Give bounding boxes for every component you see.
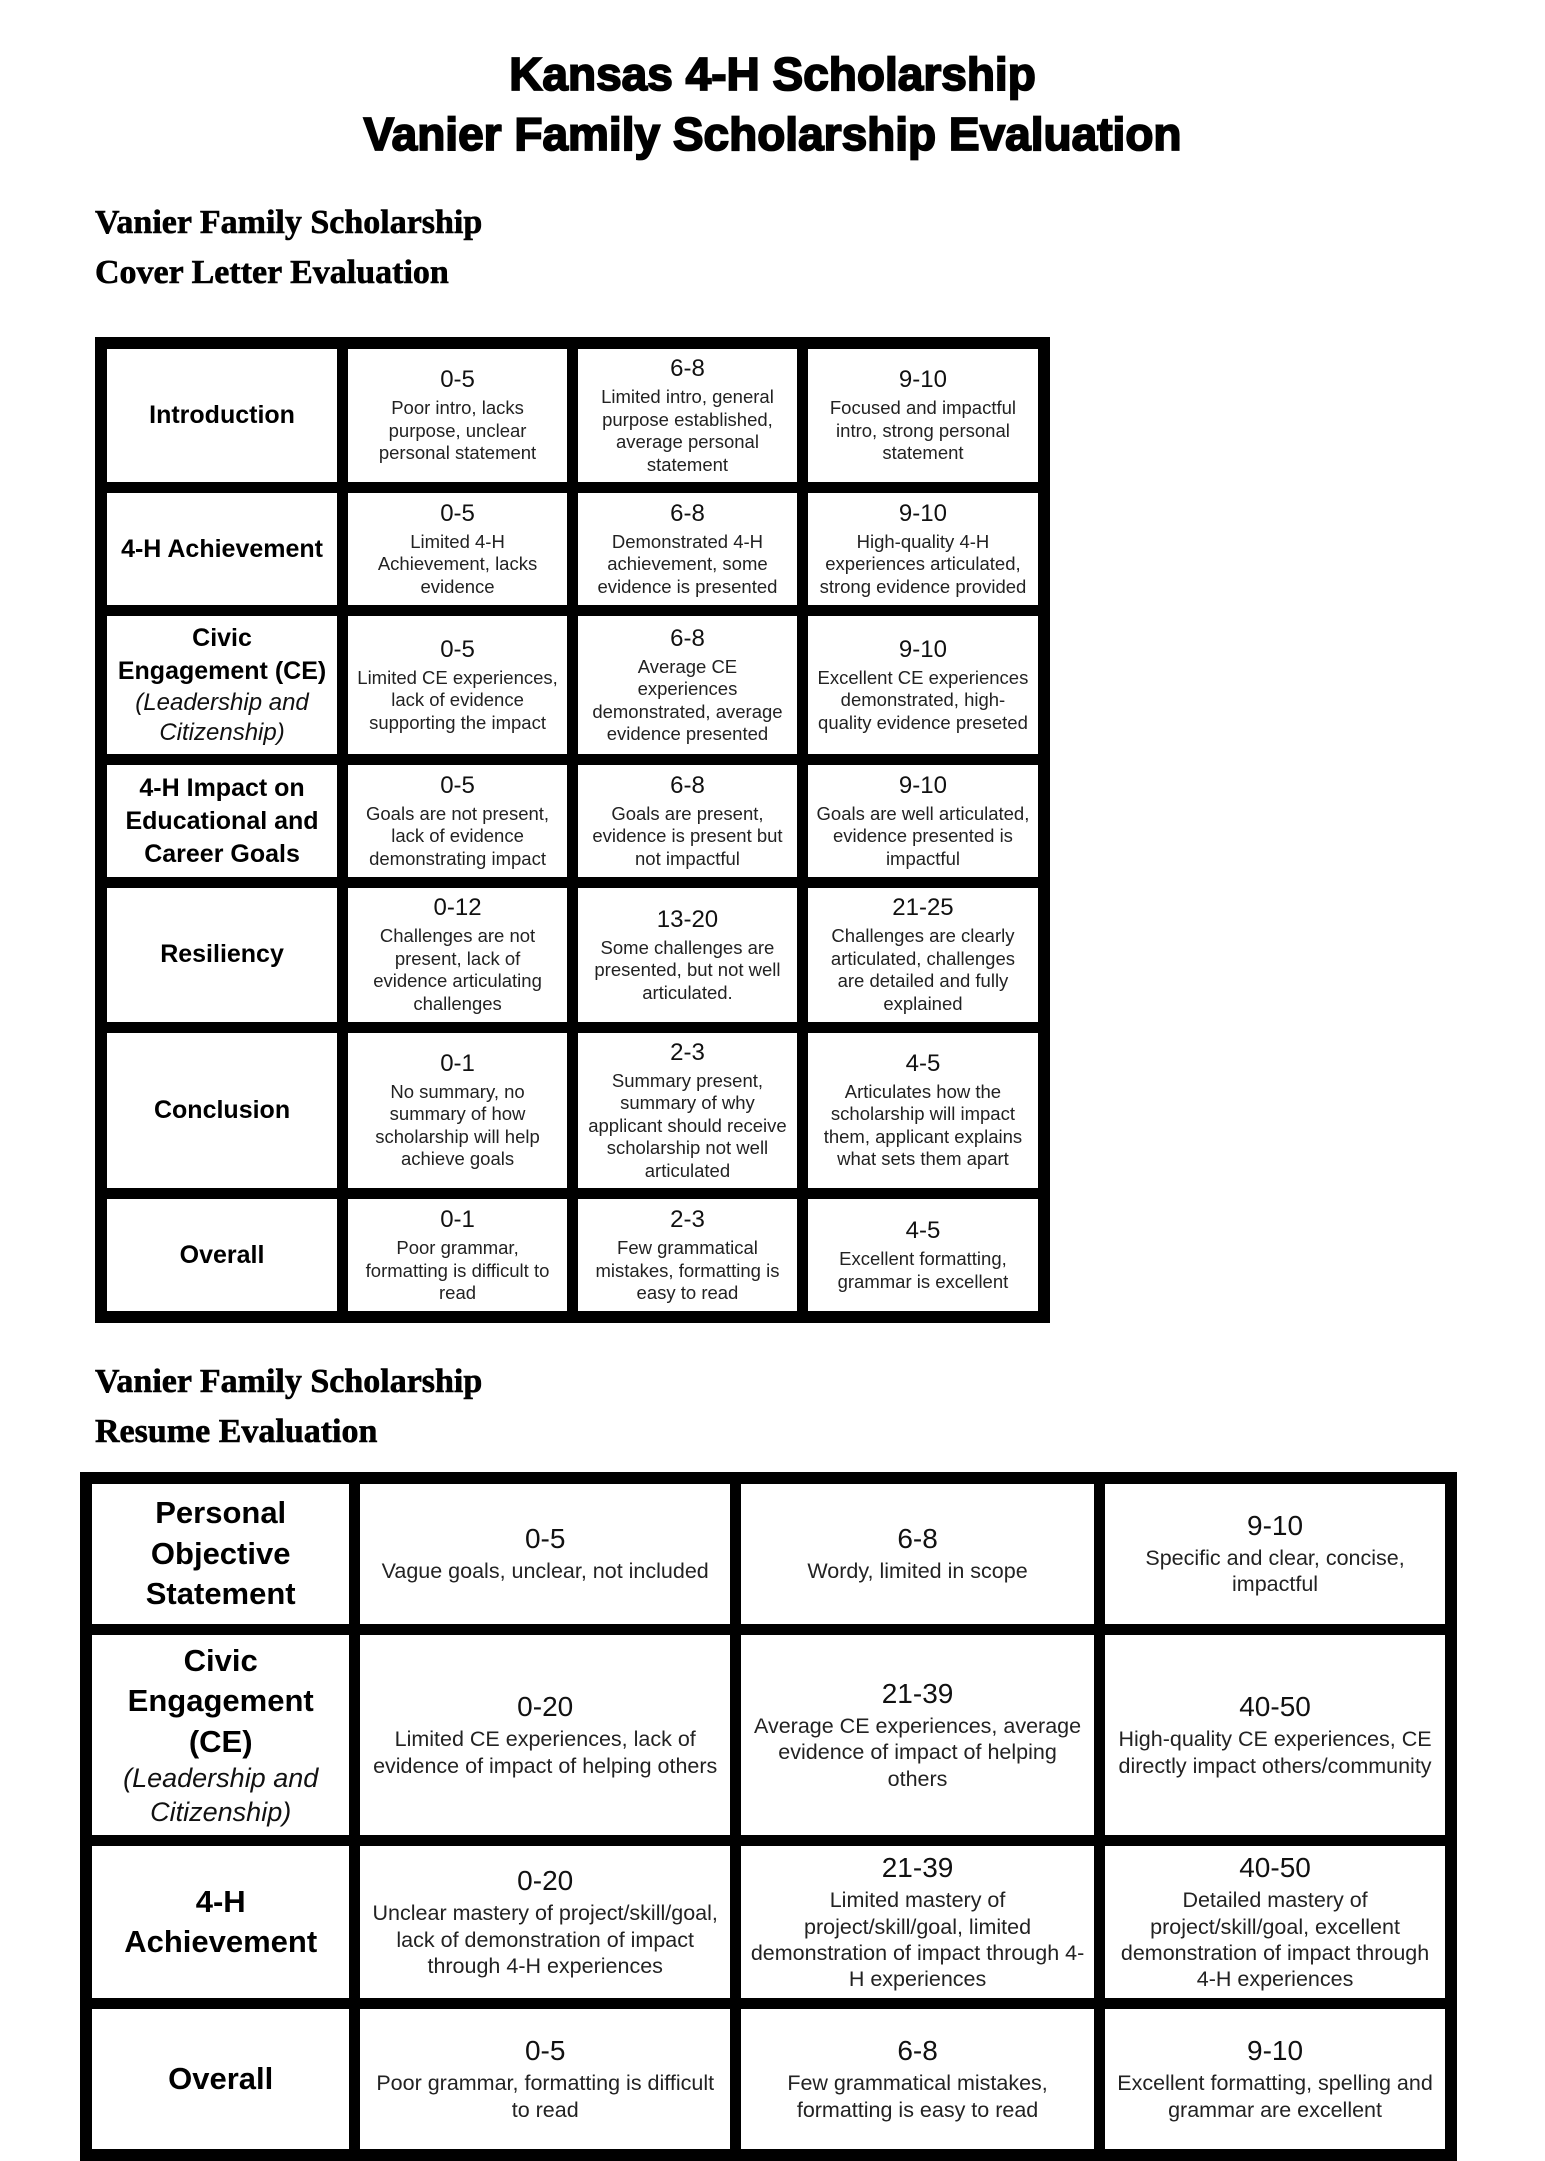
- score-range: 0-5: [524, 2035, 566, 2067]
- score-range: 4-5: [905, 1049, 941, 1077]
- score-level-cell: [1105, 1635, 1445, 1835]
- score-level-cell: [808, 765, 1038, 877]
- criterion-cell: [92, 2009, 349, 2149]
- criterion-label: Conclusion: [153, 1095, 291, 1124]
- criterion-label: Personal Objective Statement: [145, 1495, 296, 1612]
- resume-rubric-table: [80, 1472, 1457, 2161]
- cover-letter-rubric-table: [95, 337, 1050, 1323]
- score-level-cell: [808, 493, 1038, 605]
- score-level-cell: [808, 1033, 1038, 1189]
- score-range: 9-10: [898, 366, 947, 394]
- score-range: 0-5: [524, 1523, 566, 1555]
- score-range: 9-10: [898, 771, 947, 799]
- score-description: Few grammatical mistakes, formatting is easy to read: [595, 1236, 780, 1304]
- criterion-cell: [107, 765, 337, 877]
- score-range: 21-25: [892, 894, 954, 922]
- score-level-cell: [578, 349, 797, 482]
- score-level-cell: [578, 765, 797, 877]
- score-description: Goals are well articulated, evidence presented is impactful: [816, 802, 1030, 870]
- score-range: 6-8: [897, 1523, 938, 1555]
- score-range: 40-50: [1239, 1852, 1311, 1884]
- page-title-line1: Kansas 4-H Scholarship: [509, 47, 1036, 100]
- score-range: 4-5: [905, 1217, 941, 1245]
- criterion-label: Civic Engagement (CE): [117, 624, 327, 686]
- cover-letter-heading: [95, 198, 1545, 297]
- score-description: Poor intro, lacks purpose, unclear personal statement: [378, 397, 537, 464]
- score-level-cell: [348, 1033, 567, 1189]
- score-description: Goals are present, evidence is present but not impactful: [592, 802, 783, 870]
- criterion-label: Civic Engagement (CE): [127, 1642, 314, 1759]
- score-level-cell: [808, 1199, 1038, 1311]
- score-range: 0-12: [433, 894, 482, 922]
- score-description: Limited intro, general purpose established, average personal statement: [601, 386, 774, 475]
- score-level-cell: [348, 888, 567, 1021]
- criterion-note: (Leadership and Citizenship): [123, 1762, 319, 1827]
- score-description: Summary present, summary of why applicant should receive scholarship not well articulated: [588, 1069, 787, 1181]
- score-description: Limited 4-H Achievement, lacks evidence: [377, 530, 538, 598]
- score-level-cell: [348, 349, 567, 482]
- score-range: 0-5: [440, 499, 475, 527]
- score-level-cell: [741, 1484, 1094, 1624]
- criterion-note: (Leadership and Citizenship): [135, 689, 309, 747]
- score-description: Limited CE experiences, lack of evidence supporting the impact: [357, 666, 558, 734]
- document-page: [0, 31, 1545, 2122]
- score-description: Challenges are not present, lack of evidence articulating challenges: [373, 925, 542, 1014]
- score-level-cell: [578, 616, 797, 754]
- score-description: Few grammatical mistakes, formatting is easy to read: [787, 2071, 1048, 2122]
- score-description: High-quality 4-H experiences articulated, strong evidence provided: [819, 530, 1027, 598]
- score-level-cell: [1105, 1846, 1445, 1998]
- score-description: Poor grammar, formatting is difficult to read: [376, 2071, 715, 2122]
- score-description: Poor grammar, formatting is difficult to read: [365, 1236, 550, 1304]
- score-description: Some challenges are presented, but not well articulated.: [594, 936, 781, 1003]
- score-description: Limited CE experiences, lack of evidence of impact of helping others: [373, 1727, 718, 1778]
- criterion-cell: [107, 349, 337, 482]
- resume-heading-line2: Resume Evaluation: [95, 1412, 378, 1450]
- resume-heading: [95, 1357, 1545, 1456]
- cover-letter-heading-line2: Cover Letter Evaluation: [95, 253, 449, 291]
- score-description: Wordy, limited in scope: [807, 1559, 1028, 1584]
- score-range: 6-8: [670, 355, 705, 382]
- score-range: 6-8: [670, 499, 705, 527]
- score-range: 21-39: [881, 1852, 954, 1884]
- cover-letter-heading-line1: Vanier Family Scholarship: [95, 204, 483, 242]
- score-range: 21-39: [881, 1678, 954, 1710]
- score-level-cell: [808, 349, 1038, 482]
- score-description: High-quality CE experiences, CE directly impact others/community: [1118, 1727, 1432, 1778]
- score-range: 9-10: [1247, 1510, 1304, 1542]
- score-level-cell: [1105, 2009, 1445, 2149]
- score-range: 0-1: [440, 1205, 475, 1233]
- resume-heading-line1: Vanier Family Scholarship: [95, 1363, 483, 1401]
- score-range: 6-8: [670, 771, 705, 799]
- score-level-cell: [578, 493, 797, 605]
- score-description: Vague goals, unclear, not included: [381, 1559, 709, 1584]
- criterion-cell: [107, 1199, 337, 1311]
- criterion-label: Overall: [168, 2061, 274, 2097]
- score-range: 9-10: [1247, 2035, 1304, 2067]
- criterion-cell: [92, 1484, 349, 1624]
- score-range: 9-10: [898, 499, 947, 527]
- criterion-cell: [107, 493, 337, 605]
- criterion-label: Introduction: [149, 401, 295, 430]
- score-level-cell: [360, 2009, 730, 2149]
- score-range: 9-10: [898, 635, 947, 663]
- score-description: Excellent CE experiences demonstrated, high-quality evidence preseted: [817, 666, 1029, 734]
- score-range: 6-8: [670, 624, 705, 652]
- score-description: Focused and impactful intro, strong personal statement: [829, 397, 1017, 464]
- criterion-label: 4-H Achievement: [124, 1883, 318, 1960]
- score-level-cell: [360, 1846, 730, 1998]
- page-title: [0, 31, 1545, 165]
- score-description: Challenges are clearly articulated, challenges are detailed and fully explained: [830, 925, 1015, 1014]
- score-level-cell: [808, 616, 1038, 754]
- score-level-cell: [578, 1199, 797, 1311]
- score-description: Detailed mastery of project/skill/goal, excellent demonstration of impact through 4-H experiences: [1120, 1888, 1430, 1991]
- score-level-cell: [348, 765, 567, 877]
- score-range: 0-20: [517, 1865, 574, 1897]
- score-range: 0-20: [517, 1691, 574, 1723]
- score-range: 0-5: [440, 771, 475, 799]
- criterion-label: Resiliency: [160, 940, 284, 969]
- criterion-cell: [92, 1635, 349, 1835]
- criterion-cell: [107, 616, 337, 754]
- score-level-cell: [360, 1635, 730, 1835]
- score-level-cell: [578, 1033, 797, 1189]
- score-description: Goals are not present, lack of evidence demonstrating impact: [366, 802, 550, 870]
- score-level-cell: [808, 888, 1038, 1021]
- score-description: Unclear mastery of project/skill/goal, lack of demonstration of impact through 4-H experiences: [372, 1901, 718, 1978]
- score-description: Excellent formatting, grammar is excellent: [837, 1248, 1009, 1292]
- score-range: 0-5: [440, 635, 475, 663]
- score-level-cell: [348, 616, 567, 754]
- score-level-cell: [578, 888, 797, 1021]
- score-range: 0-1: [440, 1049, 475, 1077]
- score-description: Demonstrated 4-H achievement, some evidence is presented: [597, 530, 778, 598]
- score-level-cell: [741, 1635, 1094, 1835]
- score-range: 0-5: [440, 366, 475, 394]
- criterion-label: 4-H Achievement: [121, 534, 323, 563]
- criterion-cell: [92, 1846, 349, 1998]
- score-description: Articulates how the scholarship will impact them, applicant explains what sets them apart: [823, 1080, 1023, 1170]
- score-level-cell: [741, 1846, 1094, 1998]
- score-range: 2-3: [670, 1205, 705, 1233]
- score-range: 6-8: [897, 2035, 938, 2067]
- page-title-line2: Vanier Family Scholarship Evaluation: [363, 107, 1182, 160]
- score-level-cell: [360, 1484, 730, 1624]
- score-level-cell: [348, 493, 567, 605]
- score-description: Limited mastery of project/skill/goal, limited demonstration of impact through 4-H experiences: [750, 1888, 1085, 1991]
- score-level-cell: [348, 1199, 567, 1311]
- score-range: 2-3: [670, 1038, 705, 1066]
- score-description: Excellent formatting, spelling and grammar are excellent: [1117, 2071, 1433, 2122]
- criterion-cell: [107, 1033, 337, 1189]
- score-level-cell: [1105, 1484, 1445, 1624]
- score-description: Specific and clear, concise, impactful: [1145, 1546, 1405, 1597]
- score-description: Average CE experiences demonstrated, average evidence presented: [592, 655, 783, 745]
- criterion-label: Overall: [179, 1240, 265, 1269]
- score-level-cell: [741, 2009, 1094, 2149]
- score-description: Average CE experiences, average evidence of impact of helping others: [754, 1714, 1082, 1791]
- criterion-cell: [107, 888, 337, 1021]
- criterion-label: 4-H Impact on Educational and Career Goals: [125, 773, 319, 868]
- score-range: 13-20: [656, 905, 719, 933]
- score-range: 40-50: [1239, 1691, 1311, 1723]
- score-description: No summary, no summary of how scholarship will help achieve goals: [375, 1080, 540, 1170]
